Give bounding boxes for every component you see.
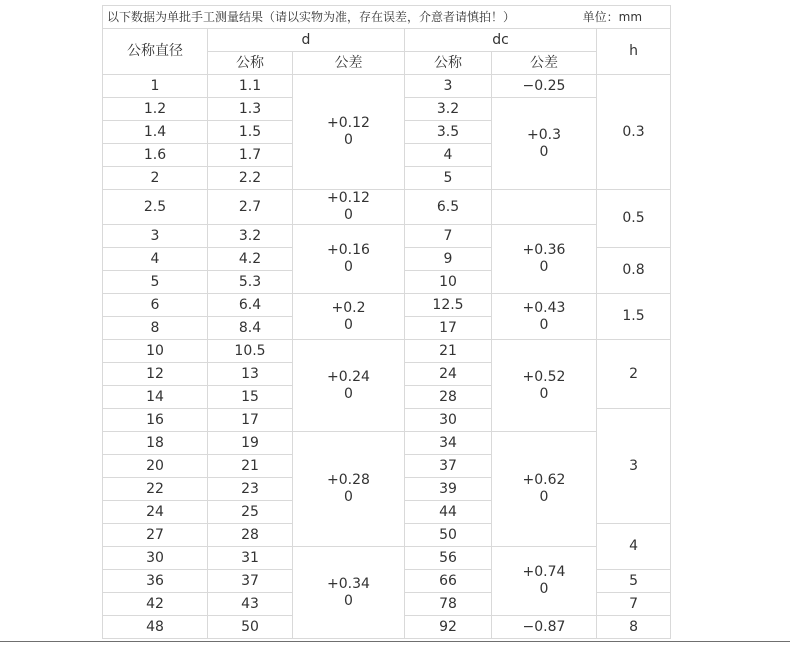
note-row bbox=[103, 6, 671, 29]
header-row-1 bbox=[103, 29, 671, 52]
dc-nominal-cell: 7 bbox=[405, 225, 492, 248]
washer-size-table bbox=[102, 5, 671, 639]
size-cell: 12 bbox=[103, 363, 208, 386]
size-cell: 27 bbox=[103, 524, 208, 547]
dc-tolerance-cell bbox=[492, 616, 597, 639]
size-cell: 2 bbox=[103, 167, 208, 190]
tolerance-upper: +0.12 bbox=[327, 115, 370, 131]
dc-nominal-cell: 44 bbox=[405, 501, 492, 524]
dc-nominal-cell: 6.5 bbox=[405, 190, 492, 225]
d-nominal-cell: 23 bbox=[208, 478, 293, 501]
size-cell: 1.2 bbox=[103, 98, 208, 121]
dc-nominal-cell: 5 bbox=[405, 167, 492, 190]
dc-nominal-cell: 37 bbox=[405, 455, 492, 478]
tolerance-upper: +0.36 bbox=[522, 242, 566, 258]
table-row bbox=[103, 547, 671, 570]
tolerance-lower: 0 bbox=[344, 259, 353, 275]
d-nominal-cell: 5.3 bbox=[208, 271, 293, 294]
d-nominal-cell: 2.7 bbox=[208, 190, 293, 225]
size-cell: 6 bbox=[103, 294, 208, 317]
tolerance-upper: +0.43 bbox=[522, 299, 566, 316]
dc-nominal-cell: 66 bbox=[405, 570, 492, 593]
d-nominal-cell: 28 bbox=[208, 524, 293, 547]
size-cell: 14 bbox=[103, 386, 208, 409]
size-cell: 36 bbox=[103, 570, 208, 593]
size-cell: 3 bbox=[103, 225, 208, 248]
table-row bbox=[103, 225, 671, 248]
tolerance-upper: +0.34 bbox=[327, 575, 370, 592]
d-tolerance-cell bbox=[293, 432, 405, 547]
tolerance-upper: +0.3 bbox=[527, 126, 561, 143]
dc-nominal-cell: 34 bbox=[405, 432, 492, 455]
size-cell: 1.4 bbox=[103, 121, 208, 144]
size-cell: 4 bbox=[103, 248, 208, 271]
table-row bbox=[103, 432, 671, 455]
tolerance-lower: 0 bbox=[539, 259, 549, 275]
tolerance-upper: −0.25 bbox=[522, 77, 566, 94]
h-cell: 4 bbox=[597, 524, 671, 570]
dc-tolerance-cell bbox=[492, 547, 597, 616]
table-row bbox=[103, 294, 671, 317]
dc-tolerance-cell bbox=[492, 75, 597, 98]
header-nominal-diameter: 公称直径 bbox=[103, 29, 208, 75]
d-nominal-cell: 37 bbox=[208, 570, 293, 593]
d-nominal-cell: 13 bbox=[208, 363, 293, 386]
tolerance-lower: 0 bbox=[539, 581, 549, 597]
h-cell: 2 bbox=[597, 340, 671, 409]
h-cell: 0.5 bbox=[597, 190, 671, 248]
size-cell: 16 bbox=[103, 409, 208, 432]
dc-nominal-cell: 10 bbox=[405, 271, 492, 294]
d-nominal-cell: 10.5 bbox=[208, 340, 293, 363]
tolerance-upper: +0.62 bbox=[522, 472, 566, 488]
header-d: d bbox=[208, 29, 405, 52]
dc-nominal-cell: 50 bbox=[405, 524, 492, 547]
h-cell: 8 bbox=[597, 616, 671, 639]
dc-nominal-cell: 78 bbox=[405, 593, 492, 616]
dc-nominal-cell: 21 bbox=[405, 340, 492, 363]
d-nominal-cell: 25 bbox=[208, 501, 293, 524]
size-cell: 5 bbox=[103, 271, 208, 294]
h-cell: 7 bbox=[597, 593, 671, 616]
table-row bbox=[103, 190, 671, 225]
size-cell: 30 bbox=[103, 547, 208, 570]
d-nominal-cell: 1.1 bbox=[208, 75, 293, 98]
size-cell: 1 bbox=[103, 75, 208, 98]
header-dc: dc bbox=[405, 29, 597, 52]
measurement-note: 以下数据为单批手工测量结果（请以实物为准，存在误差，介意者请慎拍！） bbox=[107, 9, 516, 24]
dc-nominal-cell: 17 bbox=[405, 317, 492, 340]
tolerance-upper: +0.12 bbox=[327, 190, 370, 206]
bottom-divider bbox=[0, 641, 790, 642]
header-d-nominal: 公称 bbox=[208, 52, 293, 75]
dc-nominal-cell: 3 bbox=[405, 75, 492, 98]
size-cell: 42 bbox=[103, 593, 208, 616]
dc-nominal-cell: 30 bbox=[405, 409, 492, 432]
tolerance-lower: 0 bbox=[539, 385, 549, 402]
header-dc-tolerance: 公差 bbox=[492, 52, 597, 75]
dc-nominal-cell: 4 bbox=[405, 144, 492, 167]
size-cell: 10 bbox=[103, 340, 208, 363]
tolerance-upper: −0.87 bbox=[522, 618, 566, 635]
dc-tolerance-cell bbox=[492, 340, 597, 432]
table-row bbox=[103, 340, 671, 363]
d-nominal-cell: 4.2 bbox=[208, 248, 293, 271]
dc-tolerance-cell bbox=[492, 98, 597, 190]
tolerance-lower: 0 bbox=[539, 316, 549, 333]
h-cell: 0.3 bbox=[597, 75, 671, 190]
d-nominal-cell: 2.2 bbox=[208, 167, 293, 190]
d-tolerance-cell bbox=[293, 225, 405, 294]
d-nominal-cell: 50 bbox=[208, 616, 293, 639]
h-cell: 1.5 bbox=[597, 294, 671, 340]
h-cell: 0.8 bbox=[597, 248, 671, 294]
note-cell bbox=[103, 6, 671, 29]
h-cell: 3 bbox=[597, 409, 671, 524]
unit-label: 单位：mm bbox=[582, 9, 643, 24]
dc-nominal-cell: 92 bbox=[405, 616, 492, 639]
size-cell: 2.5 bbox=[103, 190, 208, 225]
size-cell: 8 bbox=[103, 317, 208, 340]
size-cell: 48 bbox=[103, 616, 208, 639]
tolerance-lower: 0 bbox=[344, 207, 353, 223]
tolerance-lower: 0 bbox=[344, 592, 353, 609]
tolerance-lower: 0 bbox=[344, 385, 353, 402]
d-tolerance-cell bbox=[293, 547, 405, 639]
tolerance-upper: +0.52 bbox=[522, 368, 566, 385]
header-h: h bbox=[597, 29, 671, 75]
washer-size-table-container bbox=[102, 5, 670, 639]
dc-nominal-cell: 56 bbox=[405, 547, 492, 570]
d-tolerance-cell bbox=[293, 294, 405, 340]
size-cell: 20 bbox=[103, 455, 208, 478]
header-d-tolerance: 公差 bbox=[293, 52, 405, 75]
d-nominal-cell: 19 bbox=[208, 432, 293, 455]
dc-tolerance-cell bbox=[492, 225, 597, 294]
d-nominal-cell: 15 bbox=[208, 386, 293, 409]
tolerance-lower: 0 bbox=[344, 132, 353, 148]
d-nominal-cell: 21 bbox=[208, 455, 293, 478]
tolerance-lower: 0 bbox=[344, 316, 353, 333]
d-nominal-cell: 8.4 bbox=[208, 317, 293, 340]
tolerance-lower: 0 bbox=[539, 143, 549, 160]
d-nominal-cell: 3.2 bbox=[208, 225, 293, 248]
tolerance-lower: 0 bbox=[539, 489, 549, 505]
tolerance-upper: +0.28 bbox=[327, 472, 370, 488]
d-nominal-cell: 43 bbox=[208, 593, 293, 616]
d-tolerance-cell bbox=[293, 340, 405, 432]
table-row bbox=[103, 75, 671, 98]
dc-nominal-cell: 39 bbox=[405, 478, 492, 501]
dc-nominal-cell: 3.2 bbox=[405, 98, 492, 121]
d-nominal-cell: 31 bbox=[208, 547, 293, 570]
dc-nominal-cell: 28 bbox=[405, 386, 492, 409]
dc-nominal-cell: 12.5 bbox=[405, 294, 492, 317]
size-cell: 18 bbox=[103, 432, 208, 455]
size-cell: 24 bbox=[103, 501, 208, 524]
tolerance-upper: +0.74 bbox=[522, 564, 566, 580]
tolerance-upper: +0.2 bbox=[331, 299, 366, 316]
dc-nominal-cell: 9 bbox=[405, 248, 492, 271]
dc-nominal-cell: 24 bbox=[405, 363, 492, 386]
d-tolerance-cell bbox=[293, 75, 405, 190]
dc-tolerance-cell bbox=[492, 190, 597, 225]
size-cell: 1.6 bbox=[103, 144, 208, 167]
d-tolerance-cell bbox=[293, 190, 405, 225]
tolerance-upper: +0.16 bbox=[327, 242, 370, 258]
h-cell: 5 bbox=[597, 570, 671, 593]
d-nominal-cell: 17 bbox=[208, 409, 293, 432]
d-nominal-cell: 1.7 bbox=[208, 144, 293, 167]
tolerance-lower: 0 bbox=[344, 489, 353, 505]
dc-nominal-cell: 3.5 bbox=[405, 121, 492, 144]
tolerance-upper: +0.24 bbox=[327, 368, 370, 385]
size-cell: 22 bbox=[103, 478, 208, 501]
table-body bbox=[103, 75, 671, 639]
header-dc-nominal: 公称 bbox=[405, 52, 492, 75]
dc-tolerance-cell bbox=[492, 294, 597, 340]
d-nominal-cell: 1.3 bbox=[208, 98, 293, 121]
d-nominal-cell: 1.5 bbox=[208, 121, 293, 144]
d-nominal-cell: 6.4 bbox=[208, 294, 293, 317]
dc-tolerance-cell bbox=[492, 432, 597, 547]
